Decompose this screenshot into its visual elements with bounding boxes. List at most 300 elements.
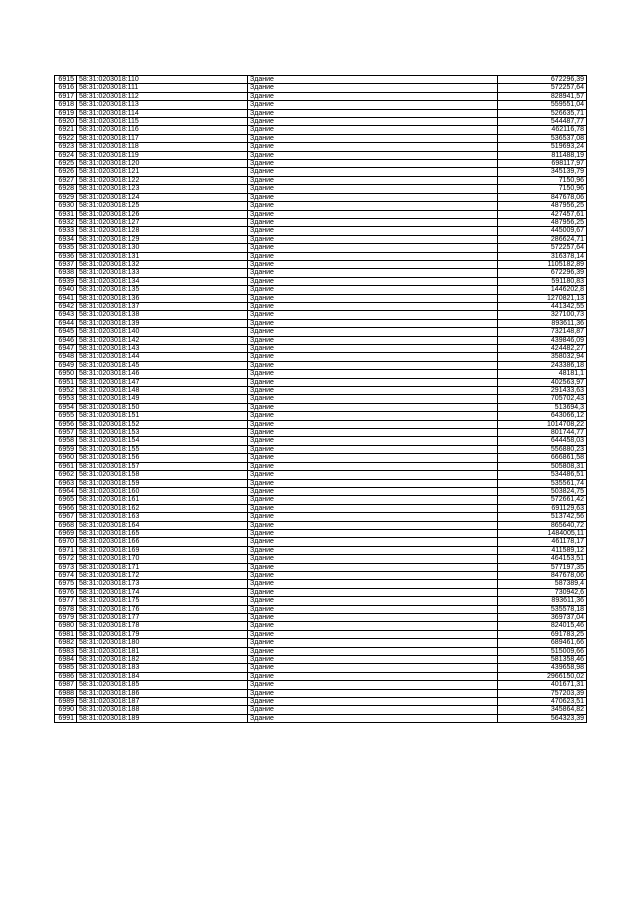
cadastral-value: 316378,14 bbox=[498, 252, 587, 260]
table-row bbox=[55, 202, 587, 210]
object-type: Здание bbox=[248, 176, 498, 184]
table-row bbox=[55, 437, 587, 445]
cadastral-value: 544487,77 bbox=[498, 118, 587, 126]
table-row bbox=[55, 328, 587, 336]
object-type: Здание bbox=[248, 202, 498, 210]
row-number: 6966 bbox=[55, 504, 77, 512]
cadastral-number: 58:31:0203018:158 bbox=[77, 471, 248, 479]
cadastral-number: 58:31:0203018:186 bbox=[77, 689, 248, 697]
cadastral-number: 58:31:0203018:154 bbox=[77, 437, 248, 445]
cadastral-value: 732148,87 bbox=[498, 328, 587, 336]
cadastral-number: 58:31:0203018:129 bbox=[77, 235, 248, 243]
table-row bbox=[55, 555, 587, 563]
cadastral-value: 439658,98 bbox=[498, 664, 587, 672]
object-type: Здание bbox=[248, 210, 498, 218]
row-number: 6935 bbox=[55, 244, 77, 252]
object-type: Здание bbox=[248, 286, 498, 294]
cadastral-value: 358032,94 bbox=[498, 353, 587, 361]
table-row bbox=[55, 370, 587, 378]
object-type: Здание bbox=[248, 454, 498, 462]
row-number: 6919 bbox=[55, 109, 77, 117]
cadastral-value: 730942,6 bbox=[498, 588, 587, 596]
cadastral-value: 691129,63 bbox=[498, 504, 587, 512]
object-type: Здание bbox=[248, 496, 498, 504]
table-row bbox=[55, 563, 587, 571]
row-number: 6932 bbox=[55, 218, 77, 226]
cadastral-value: 893611,36 bbox=[498, 597, 587, 605]
cadastral-value: 515009,66 bbox=[498, 647, 587, 655]
cadastral-value: 705702,43 bbox=[498, 395, 587, 403]
row-number: 6973 bbox=[55, 563, 77, 571]
table-row bbox=[55, 630, 587, 638]
object-type: Здание bbox=[248, 218, 498, 226]
table-row bbox=[55, 462, 587, 470]
table-row bbox=[55, 185, 587, 193]
table-row bbox=[55, 622, 587, 630]
cadastral-number: 58:31:0203018:151 bbox=[77, 412, 248, 420]
object-type: Здание bbox=[248, 471, 498, 479]
object-type: Здание bbox=[248, 689, 498, 697]
object-type: Здание bbox=[248, 487, 498, 495]
cadastral-number: 58:31:0203018:146 bbox=[77, 370, 248, 378]
cadastral-value: 7150,96 bbox=[498, 185, 587, 193]
object-type: Здание bbox=[248, 260, 498, 268]
table-row bbox=[55, 176, 587, 184]
cadastral-number: 58:31:0203018:185 bbox=[77, 681, 248, 689]
row-number: 6980 bbox=[55, 622, 77, 630]
row-number: 6928 bbox=[55, 185, 77, 193]
row-number: 6944 bbox=[55, 319, 77, 327]
cadastral-number: 58:31:0203018:177 bbox=[77, 614, 248, 622]
row-number: 6988 bbox=[55, 689, 77, 697]
row-number: 6986 bbox=[55, 672, 77, 680]
object-type: Здание bbox=[248, 546, 498, 554]
object-type: Здание bbox=[248, 277, 498, 285]
row-number: 6952 bbox=[55, 387, 77, 395]
object-type: Здание bbox=[248, 92, 498, 100]
object-type: Здание bbox=[248, 378, 498, 386]
row-number: 6927 bbox=[55, 176, 77, 184]
table-row bbox=[55, 353, 587, 361]
cadastral-value: 577197,35 bbox=[498, 563, 587, 571]
object-type: Здание bbox=[248, 672, 498, 680]
cadastral-value: 572257,64 bbox=[498, 244, 587, 252]
row-number: 6990 bbox=[55, 706, 77, 714]
table-row bbox=[55, 664, 587, 672]
table-row bbox=[55, 672, 587, 680]
row-number: 6968 bbox=[55, 521, 77, 529]
cadastral-number: 58:31:0203018:121 bbox=[77, 168, 248, 176]
cadastral-value: 1484005,11 bbox=[498, 529, 587, 537]
cadastral-value: 564323,39 bbox=[498, 714, 587, 722]
table-row bbox=[55, 244, 587, 252]
cadastral-value: 828941,57 bbox=[498, 92, 587, 100]
table-row bbox=[55, 588, 587, 596]
row-number: 6977 bbox=[55, 597, 77, 605]
object-type: Здание bbox=[248, 193, 498, 201]
row-number: 6917 bbox=[55, 92, 77, 100]
row-number: 6943 bbox=[55, 311, 77, 319]
object-type: Здание bbox=[248, 714, 498, 722]
table-row bbox=[55, 101, 587, 109]
row-number: 6967 bbox=[55, 513, 77, 521]
cadastral-value: 572661,42 bbox=[498, 496, 587, 504]
table-row bbox=[55, 571, 587, 579]
object-type: Здание bbox=[248, 311, 498, 319]
object-type: Здание bbox=[248, 513, 498, 521]
cadastral-number: 58:31:0203018:122 bbox=[77, 176, 248, 184]
cadastral-number: 58:31:0203018:156 bbox=[77, 454, 248, 462]
row-number: 6976 bbox=[55, 588, 77, 596]
cadastral-value: 811488,19 bbox=[498, 151, 587, 159]
object-type: Здание bbox=[248, 412, 498, 420]
row-number: 6937 bbox=[55, 260, 77, 268]
object-type: Здание bbox=[248, 462, 498, 470]
object-type: Здание bbox=[248, 252, 498, 260]
object-type: Здание bbox=[248, 597, 498, 605]
row-number: 6981 bbox=[55, 630, 77, 638]
row-number: 6954 bbox=[55, 403, 77, 411]
object-type: Здание bbox=[248, 647, 498, 655]
table-row bbox=[55, 580, 587, 588]
row-number: 6984 bbox=[55, 656, 77, 664]
object-type: Здание bbox=[248, 294, 498, 302]
row-number: 6955 bbox=[55, 412, 77, 420]
object-type: Здание bbox=[248, 118, 498, 126]
table-row bbox=[55, 454, 587, 462]
cadastre-value-table bbox=[54, 75, 587, 723]
table-row bbox=[55, 168, 587, 176]
cadastral-value: 698117,97 bbox=[498, 160, 587, 168]
cadastral-number: 58:31:0203018:148 bbox=[77, 387, 248, 395]
cadastral-number: 58:31:0203018:188 bbox=[77, 706, 248, 714]
cadastral-number: 58:31:0203018:142 bbox=[77, 336, 248, 344]
cadastral-value: 401671,31 bbox=[498, 681, 587, 689]
row-number: 6940 bbox=[55, 286, 77, 294]
cadastral-number: 58:31:0203018:115 bbox=[77, 118, 248, 126]
table-row bbox=[55, 471, 587, 479]
cadastral-number: 58:31:0203018:173 bbox=[77, 580, 248, 588]
cadastral-value: 441342,55 bbox=[498, 302, 587, 310]
cadastral-number: 58:31:0203018:110 bbox=[77, 76, 248, 84]
object-type: Здание bbox=[248, 151, 498, 159]
cadastral-value: 824015,46 bbox=[498, 622, 587, 630]
cadastral-number: 58:31:0203018:111 bbox=[77, 84, 248, 92]
cadastral-value: 513694,3 bbox=[498, 403, 587, 411]
row-number: 6969 bbox=[55, 529, 77, 537]
object-type: Здание bbox=[248, 639, 498, 647]
row-number: 6953 bbox=[55, 395, 77, 403]
cadastral-number: 58:31:0203018:152 bbox=[77, 420, 248, 428]
table-row bbox=[55, 84, 587, 92]
object-type: Здание bbox=[248, 185, 498, 193]
cadastral-value: 291433,63 bbox=[498, 387, 587, 395]
object-type: Здание bbox=[248, 76, 498, 84]
cadastral-value: 536537,08 bbox=[498, 134, 587, 142]
cadastral-number: 58:31:0203018:138 bbox=[77, 311, 248, 319]
cadastral-number: 58:31:0203018:128 bbox=[77, 227, 248, 235]
cadastral-number: 58:31:0203018:164 bbox=[77, 521, 248, 529]
cadastral-number: 58:31:0203018:139 bbox=[77, 319, 248, 327]
cadastral-number: 58:31:0203018:153 bbox=[77, 429, 248, 437]
cadastral-value: 559551,04 bbox=[498, 101, 587, 109]
cadastral-value: 691783,25 bbox=[498, 630, 587, 638]
object-type: Здание bbox=[248, 563, 498, 571]
table-row bbox=[55, 698, 587, 706]
cadastral-number: 58:31:0203018:123 bbox=[77, 185, 248, 193]
object-type: Здание bbox=[248, 588, 498, 596]
row-number: 6959 bbox=[55, 445, 77, 453]
table-row bbox=[55, 143, 587, 151]
table-row bbox=[55, 269, 587, 277]
cadastral-number: 58:31:0203018:150 bbox=[77, 403, 248, 411]
row-number: 6922 bbox=[55, 134, 77, 142]
object-type: Здание bbox=[248, 656, 498, 664]
cadastral-number: 58:31:0203018:144 bbox=[77, 353, 248, 361]
cadastral-number: 58:31:0203018:112 bbox=[77, 92, 248, 100]
cadastral-value: 487956,25 bbox=[498, 202, 587, 210]
table-row bbox=[55, 689, 587, 697]
row-number: 6974 bbox=[55, 571, 77, 579]
cadastral-number: 58:31:0203018:119 bbox=[77, 151, 248, 159]
table-row bbox=[55, 504, 587, 512]
object-type: Здание bbox=[248, 429, 498, 437]
cadastral-number: 58:31:0203018:165 bbox=[77, 529, 248, 537]
table-row bbox=[55, 395, 587, 403]
row-number: 6991 bbox=[55, 714, 77, 722]
cadastral-value: 286624,71 bbox=[498, 235, 587, 243]
object-type: Здание bbox=[248, 706, 498, 714]
cadastral-number: 58:31:0203018:134 bbox=[77, 277, 248, 285]
cadastral-value: 7150,96 bbox=[498, 176, 587, 184]
table-row bbox=[55, 714, 587, 722]
object-type: Здание bbox=[248, 420, 498, 428]
cadastral-number: 58:31:0203018:143 bbox=[77, 345, 248, 353]
table-row bbox=[55, 319, 587, 327]
table-row bbox=[55, 361, 587, 369]
row-number: 6975 bbox=[55, 580, 77, 588]
table-row bbox=[55, 496, 587, 504]
cadastral-value: 581358,46 bbox=[498, 656, 587, 664]
table-row bbox=[55, 487, 587, 495]
object-type: Здание bbox=[248, 143, 498, 151]
table-row bbox=[55, 160, 587, 168]
cadastral-number: 58:31:0203018:179 bbox=[77, 630, 248, 638]
cadastral-value: 445009,67 bbox=[498, 227, 587, 235]
cadastral-number: 58:31:0203018:182 bbox=[77, 656, 248, 664]
cadastral-value: 464153,51 bbox=[498, 555, 587, 563]
row-number: 6960 bbox=[55, 454, 77, 462]
row-number: 6946 bbox=[55, 336, 77, 344]
row-number: 6921 bbox=[55, 126, 77, 134]
row-number: 6939 bbox=[55, 277, 77, 285]
row-number: 6931 bbox=[55, 210, 77, 218]
cadastral-number: 58:31:0203018:137 bbox=[77, 302, 248, 310]
row-number: 6957 bbox=[55, 429, 77, 437]
cadastral-number: 58:31:0203018:140 bbox=[77, 328, 248, 336]
object-type: Здание bbox=[248, 698, 498, 706]
object-type: Здание bbox=[248, 328, 498, 336]
table-row bbox=[55, 387, 587, 395]
cadastral-value: 535578,18 bbox=[498, 605, 587, 613]
table-row bbox=[55, 412, 587, 420]
cadastral-value: 402563,97 bbox=[498, 378, 587, 386]
cadastral-number: 58:31:0203018:187 bbox=[77, 698, 248, 706]
table-row bbox=[55, 479, 587, 487]
cadastral-value: 519693,24 bbox=[498, 143, 587, 151]
cadastral-value: 462116,78 bbox=[498, 126, 587, 134]
row-number: 6947 bbox=[55, 345, 77, 353]
object-type: Здание bbox=[248, 555, 498, 563]
row-number: 6971 bbox=[55, 546, 77, 554]
cadastral-number: 58:31:0203018:176 bbox=[77, 605, 248, 613]
table-row bbox=[55, 345, 587, 353]
row-number: 6915 bbox=[55, 76, 77, 84]
cadastral-value: 556880,23 bbox=[498, 445, 587, 453]
table-row bbox=[55, 336, 587, 344]
table-row bbox=[55, 235, 587, 243]
cadastral-number: 58:31:0203018:113 bbox=[77, 101, 248, 109]
object-type: Здание bbox=[248, 302, 498, 310]
table-row bbox=[55, 597, 587, 605]
row-number: 6941 bbox=[55, 294, 77, 302]
cadastral-number: 58:31:0203018:172 bbox=[77, 571, 248, 579]
cadastral-value: 666861,58 bbox=[498, 454, 587, 462]
cadastral-value: 2966150,02 bbox=[498, 672, 587, 680]
cadastral-number: 58:31:0203018:180 bbox=[77, 639, 248, 647]
cadastral-number: 58:31:0203018:184 bbox=[77, 672, 248, 680]
cadastral-number: 58:31:0203018:181 bbox=[77, 647, 248, 655]
object-type: Здание bbox=[248, 504, 498, 512]
object-type: Здание bbox=[248, 319, 498, 327]
cadastral-value: 1270821,13 bbox=[498, 294, 587, 302]
row-number: 6962 bbox=[55, 471, 77, 479]
cadastral-value: 470623,51 bbox=[498, 698, 587, 706]
cadastral-number: 58:31:0203018:189 bbox=[77, 714, 248, 722]
cadastral-value: 461178,17 bbox=[498, 538, 587, 546]
cadastral-number: 58:31:0203018:147 bbox=[77, 378, 248, 386]
table-row bbox=[55, 294, 587, 302]
table-row bbox=[55, 76, 587, 84]
cadastral-number: 58:31:0203018:125 bbox=[77, 202, 248, 210]
cadastral-value: 535561,74 bbox=[498, 479, 587, 487]
table-row bbox=[55, 311, 587, 319]
cadastral-value: 847678,06 bbox=[498, 571, 587, 579]
cadastral-value: 424482,27 bbox=[498, 345, 587, 353]
row-number: 6978 bbox=[55, 605, 77, 613]
cadastral-value: 1014708,22 bbox=[498, 420, 587, 428]
cadastral-value: 847678,06 bbox=[498, 193, 587, 201]
object-type: Здание bbox=[248, 664, 498, 672]
cadastral-value: 591180,83 bbox=[498, 277, 587, 285]
row-number: 6983 bbox=[55, 647, 77, 655]
object-type: Здание bbox=[248, 160, 498, 168]
cadastral-value: 439846,09 bbox=[498, 336, 587, 344]
cadastral-value: 345864,82 bbox=[498, 706, 587, 714]
cadastral-number: 58:31:0203018:131 bbox=[77, 252, 248, 260]
cadastral-value: 487956,25 bbox=[498, 218, 587, 226]
cadastral-number: 58:31:0203018:135 bbox=[77, 286, 248, 294]
object-type: Здание bbox=[248, 538, 498, 546]
row-number: 6916 bbox=[55, 84, 77, 92]
row-number: 6933 bbox=[55, 227, 77, 235]
table-row bbox=[55, 513, 587, 521]
object-type: Здание bbox=[248, 681, 498, 689]
cadastral-number: 58:31:0203018:171 bbox=[77, 563, 248, 571]
cadastral-value: 689461,66 bbox=[498, 639, 587, 647]
row-number: 6930 bbox=[55, 202, 77, 210]
table-row bbox=[55, 126, 587, 134]
table-row bbox=[55, 656, 587, 664]
table-row bbox=[55, 420, 587, 428]
table-row bbox=[55, 92, 587, 100]
cadastral-value: 644458,03 bbox=[498, 437, 587, 445]
cadastral-number: 58:31:0203018:120 bbox=[77, 160, 248, 168]
object-type: Здание bbox=[248, 521, 498, 529]
cadastral-number: 58:31:0203018:160 bbox=[77, 487, 248, 495]
cadastral-value: 369737,04 bbox=[498, 614, 587, 622]
object-type: Здание bbox=[248, 605, 498, 613]
cadastral-value: 672296,39 bbox=[498, 76, 587, 84]
cadastral-number: 58:31:0203018:118 bbox=[77, 143, 248, 151]
row-number: 6929 bbox=[55, 193, 77, 201]
cadastral-number: 58:31:0203018:124 bbox=[77, 193, 248, 201]
row-number: 6972 bbox=[55, 555, 77, 563]
row-number: 6982 bbox=[55, 639, 77, 647]
row-number: 6936 bbox=[55, 252, 77, 260]
table-row bbox=[55, 546, 587, 554]
row-number: 6949 bbox=[55, 361, 77, 369]
row-number: 6958 bbox=[55, 437, 77, 445]
cadastral-value: 427457,61 bbox=[498, 210, 587, 218]
table-row bbox=[55, 538, 587, 546]
table-row bbox=[55, 302, 587, 310]
object-type: Здание bbox=[248, 126, 498, 134]
cadastral-number: 58:31:0203018:117 bbox=[77, 134, 248, 142]
cadastral-value: 513742,56 bbox=[498, 513, 587, 521]
table-row bbox=[55, 151, 587, 159]
object-type: Здание bbox=[248, 336, 498, 344]
cadastral-value: 534486,51 bbox=[498, 471, 587, 479]
cadastral-number: 58:31:0203018:166 bbox=[77, 538, 248, 546]
row-number: 6920 bbox=[55, 118, 77, 126]
cadastral-number: 58:31:0203018:149 bbox=[77, 395, 248, 403]
cadastral-number: 58:31:0203018:170 bbox=[77, 555, 248, 563]
row-number: 6918 bbox=[55, 101, 77, 109]
cadastral-number: 58:31:0203018:161 bbox=[77, 496, 248, 504]
cadastral-number: 58:31:0203018:126 bbox=[77, 210, 248, 218]
cadastral-value: 572257,64 bbox=[498, 84, 587, 92]
table-row bbox=[55, 529, 587, 537]
row-number: 6979 bbox=[55, 614, 77, 622]
table-row bbox=[55, 605, 587, 613]
cadastral-value: 505808,31 bbox=[498, 462, 587, 470]
row-number: 6938 bbox=[55, 269, 77, 277]
cadastral-number: 58:31:0203018:145 bbox=[77, 361, 248, 369]
table-row bbox=[55, 193, 587, 201]
table-row bbox=[55, 286, 587, 294]
object-type: Здание bbox=[248, 345, 498, 353]
table-row bbox=[55, 706, 587, 714]
object-type: Здание bbox=[248, 244, 498, 252]
object-type: Здание bbox=[248, 84, 498, 92]
row-number: 6923 bbox=[55, 143, 77, 151]
object-type: Здание bbox=[248, 134, 498, 142]
object-type: Здание bbox=[248, 445, 498, 453]
table-row bbox=[55, 134, 587, 142]
row-number: 6942 bbox=[55, 302, 77, 310]
cadastral-number: 58:31:0203018:174 bbox=[77, 588, 248, 596]
